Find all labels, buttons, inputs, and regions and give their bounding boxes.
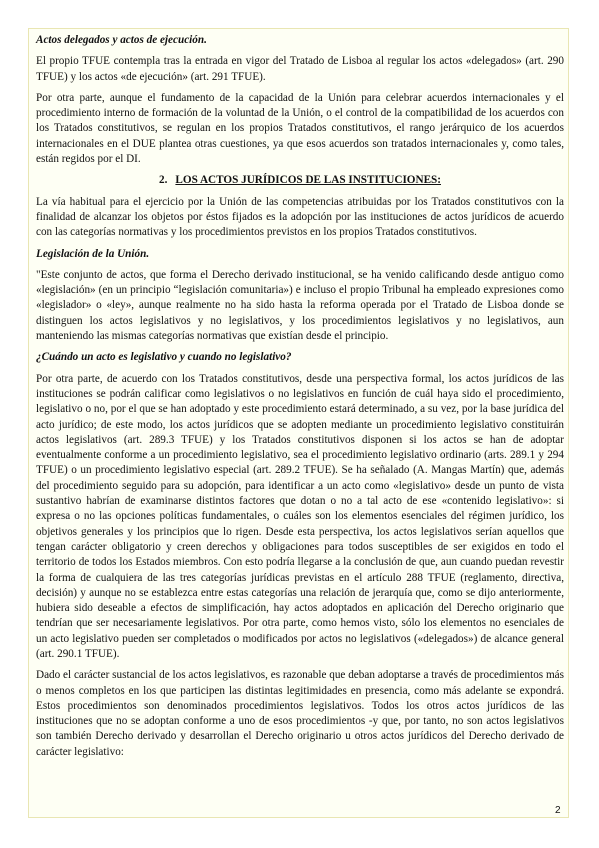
paragraph-6: Dado el carácter sustancial de los actos legislativos, es razonable que deban adoptarse a través de procedimientos más o menos completos en los que participen las distintas legitimidades en presencia, como más adelante se expondrá. Estos procedimientos son denominados procedimientos legislativos. Todos los otros actos jurídicos de las instituciones que no se adoptan conforme a uno de esos procedimientos -y que, por tanto, no son actos legislativos son también Derecho derivado y desarrollan el Derecho originario u otros actos jurídicos del Derecho derivado de carácter legislativo: [36, 669, 564, 758]
heading-question: ¿Cuándo un acto es legislativo y cuando no legislativo? [36, 351, 292, 364]
page-number: 2 [555, 805, 561, 816]
paragraph-5: Por otra parte, de acuerdo con los Tratados constitutivos, desde una perspectiva formal, los actos jurídicos de las instituciones se podrán calificar como legislativos o no legislativos en función de cuál haya sido el procedimiento, legislativo o no, por el que se han adoptado y este procedimiento estará determinado, a su vez, por la base jurídica del acto jurídico; de este modo, los actos jurídicos que se adopten mediante un procedimiento legislativo constituirán actos legislativos (art. 289.3 TFUE) y los Tratados constitutivos disponen si los actos se han de adoptar eventualmente conforme a un procedimiento legislativo, sea el procedimiento legislativo ordinario (arts. 289.1 y 294 TFUE) o un procedimiento legislativo especial (art. 289.2 TFUE). Se ha señalado (A. Mangas Martín) que, además del procedimiento seguido para su adopción, para identificar a un acto como «legislativo» desde un punto de vista sustantivo habrían de examinarse distintos factores que dotan o no a tal acto de ese «contenido legislativo»: si expresa o no las opciones políticas fundamentales, o cuáles son los elementos esenciales del régimen jurídico, los objetivos generales y los principios que lo rigen. Desde esta perspectiva, los actos legislativos serían aquellos que tengan carácter obligatorio y creen derechos y obligaciones para todos susceptibles de ser exigidos en todo el territorio de todos los Estados miembros. Con esto podría llegarse a la conclusión de que, aun cuando puedan revestir la forma de cualquiera de las tres categorías jurídicas previstas en el artículo 288 TFUE (reglamento, directiva, decisión) y aunque no se establezca entre estas categorías una relación de jerarquía que, como se dijo anteriormente, hubiera sido deseable a efectos de simplificación, hay actos adoptados en aplicación del Derecho originario que tendrían que ser necesariamente legislativos. Por otra parte, como hemos visto, sólo los elementos no esenciales de un acto legislativo pueden ser completados o modificados por actos no legislativos («delegados») de alcance general (art. 290.1 TFUE). [36, 372, 564, 660]
section-title: LOS ACTOS JURÍDICOS DE LAS INSTITUCIONES: [175, 174, 441, 187]
heading-delegated-acts: Actos delegados y actos de ejecución. [36, 34, 207, 46]
document-body [36, 33, 564, 766]
heading-legislation: Legislación de la Unión. [36, 247, 150, 260]
paragraph-2: Por otra parte, aunque el fundamento de la capacidad de la Unión para celebrar acuerdos internacionales y el procedimiento interno de formación de la voluntad de la Unión, o el control de la compatibilidad de los acuerdos con los Tratados constitutivos, se regulan en los propios Tratados constitutivos, el rango jerárquico de los acuerdos internacionales en el DUE plantea otras cuestiones, ya que esos acuerdos son tratados internacionales y, como tales, están regidos por el DI. [36, 91, 564, 166]
section-heading [36, 173, 564, 188]
section-number: 2. [159, 174, 168, 187]
paragraph-4: "Este conjunto de actos, que forma el Derecho derivado institucional, se ha venido calificando desde antiguo como «legislación» (en un principio “legislación comunitaria») e incluso el propio Tribunal ha empleado expresiones como «legislador» o «ley», aunque realmente no ha sido hasta la reforma operada por el Tratado de Lisboa donde se distinguen los actos legislativos y no legislativos, y los procedimientos legislativos y no legislativos, aun manteniendo las mismas categorías normativas que existían desde el principio. [36, 268, 564, 343]
paragraph-1: El propio TFUE contempla tras la entrada en vigor del Tratado de Lisboa al regular los actos «delegados» (art. 290 TFUE) y los actos «de ejecución» (art. 291 TFUE). [36, 55, 564, 83]
paragraph-3: La vía habitual para el ejercicio por la Unión de las competencias atribuidas por los Tratados constitutivos con la finalidad de alcanzar los objetos por éstos fijados es la adopción por las instituciones de actos jurídicos de acuerdo con las categorías normativas y los procedimientos previstos en los propios Tratados constitutivos. [36, 195, 564, 239]
